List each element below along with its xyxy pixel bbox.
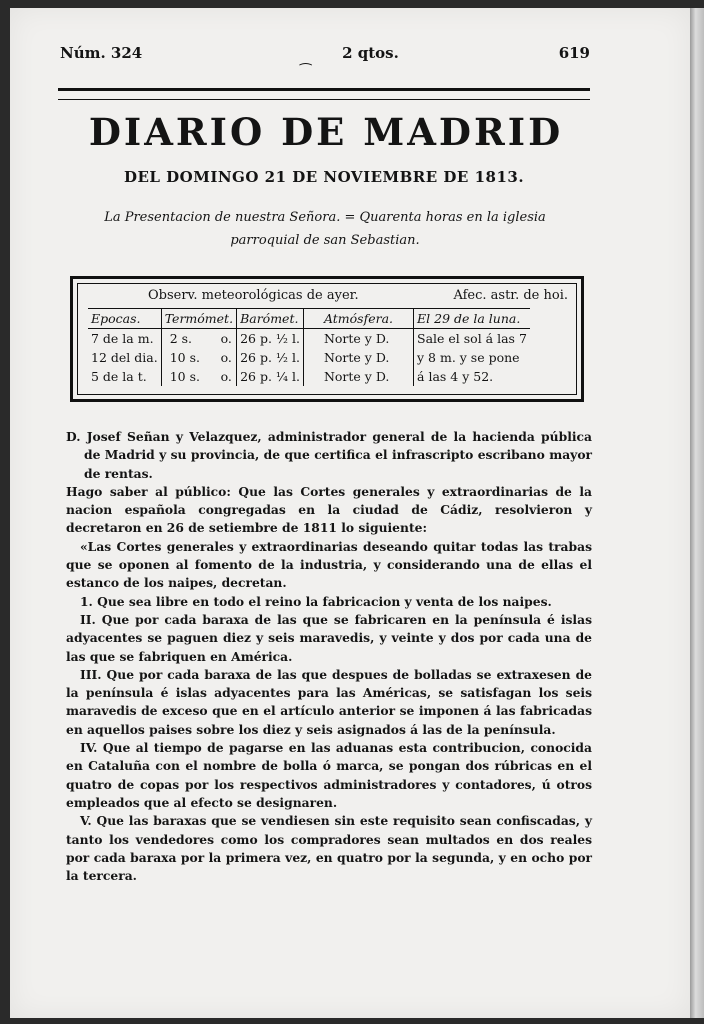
double-rule [58, 88, 590, 100]
weather-table [88, 308, 530, 386]
cell: 2 s. [169, 331, 193, 346]
weather-title: Observ. meteorológicas de ayer. [148, 288, 359, 303]
issue-price: 2 qtos. [342, 44, 399, 62]
table-row [88, 348, 530, 367]
article-body [66, 428, 592, 885]
astro-title: Afec. astr. de hoi. [453, 288, 568, 303]
table-row [88, 367, 530, 386]
cell: Norte y D. [303, 348, 413, 367]
cell: Norte y D. [303, 329, 413, 349]
cell: y 8 m. y se pone [417, 350, 520, 365]
col-luna: El 29 de la luna. [414, 309, 530, 329]
paragraph-article-3: III. Que por cada baraxa de las que despues de bolladas se extraxesen de la península é islas adyacentes para las Américas, se satisfagan los seis maravedis de exceso que en el artículo anterior se imponen á las fabricadas en aquellos paises sobre los diez y seis asignados á las de la península. [66, 666, 592, 737]
col-termometro: Termómet. [161, 309, 236, 329]
page-edge [690, 8, 704, 1018]
paragraph-article-1: 1. Que sea libre en todo el reino la fabricacion y venta de los naipes. [80, 593, 552, 609]
feast-notice: La Presentacion de nuestra Señora. = Quarenta horas en la iglesia parroquial de san Sebastian. [104, 210, 546, 248]
paragraph-article-4: IV. Que al tiempo de pagarse en las aduanas esta contribucion, conocida en Cataluña con el nombre de bolla ó marca, se pongan dos rúbricas en el quatro de copas por los respectivos administradores y contadores, ú otros empleados que al efecto se designaren. [66, 740, 592, 810]
issue-header [60, 44, 590, 62]
paragraph-intro: D. Josef Señan y Velazquez, administrador general de la hacienda pública de Madrid y su provincia, de que certifica el infrascripto escribano mayor de rentas. [66, 429, 592, 481]
table-row [88, 329, 530, 349]
flourish-ornament: ⁀ [300, 64, 312, 80]
cell: Norte y D. [303, 367, 413, 386]
cell: 26 p. ½ l. [237, 348, 304, 367]
paragraph-article-2: II. Que por cada baraxa de las que se fabricaren en la península é islas adyacentes se paguen diez y seis maravedis, y veinte y dos por cada una de las que se fabriquen en América. [66, 611, 592, 664]
cell: 26 p. ¼ l. [237, 367, 304, 386]
col-atmosfera: Atmósfera. [303, 309, 413, 329]
cell: Sale el sol á las 7 [417, 331, 527, 346]
cell: 26 p. ½ l. [237, 329, 304, 349]
weather-header [78, 284, 576, 308]
cell: 10 s. [169, 369, 200, 384]
cell: 7 de la m. [88, 329, 161, 349]
newspaper-page [10, 8, 690, 1018]
issue-number: Núm. 324 [60, 44, 143, 62]
paragraph-article-5: V. Que las baraxas que se vendiesen sin este requisito sean confiscadas, y tanto los vendedores como los compradores sean multados en dos reales por cada baraxa por la primera vez, en quatro por la segunda, y en ocho por la tercera. [66, 813, 592, 884]
date-line: DEL DOMINGO 21 DE NOVIEMBRE DE 1813. [123, 168, 525, 186]
cell: o. [205, 348, 237, 367]
cell: 10 s. [169, 350, 200, 365]
cell: á las 4 y 52. [417, 369, 494, 384]
page-number: 619 [558, 44, 590, 62]
col-epocas: Epocas. [88, 309, 161, 329]
cell: 12 del dia. [88, 348, 161, 367]
cell: o. [205, 329, 237, 349]
paragraph-announcement: Hago saber al público: Que las Cortes generales y extraordinarias de la nacion española congregadas en la ciudad de Cádiz, resolvieron y decretaron en 26 de setiembre de 1811 lo siguiente: [66, 483, 592, 536]
col-barometro: Barómet. [237, 309, 304, 329]
cell: o. [205, 367, 237, 386]
masthead-title: DIARIO DE MADRID [88, 110, 564, 154]
cell: 5 de la t. [88, 367, 161, 386]
weather-box [70, 276, 584, 402]
paragraph-decree: «Las Cortes generales y extraordinarias deseando quitar todas las trabas que se oponen al fomento de la industria, y considerando una de ellas el estanco de los naipes, decretan. [66, 538, 592, 591]
